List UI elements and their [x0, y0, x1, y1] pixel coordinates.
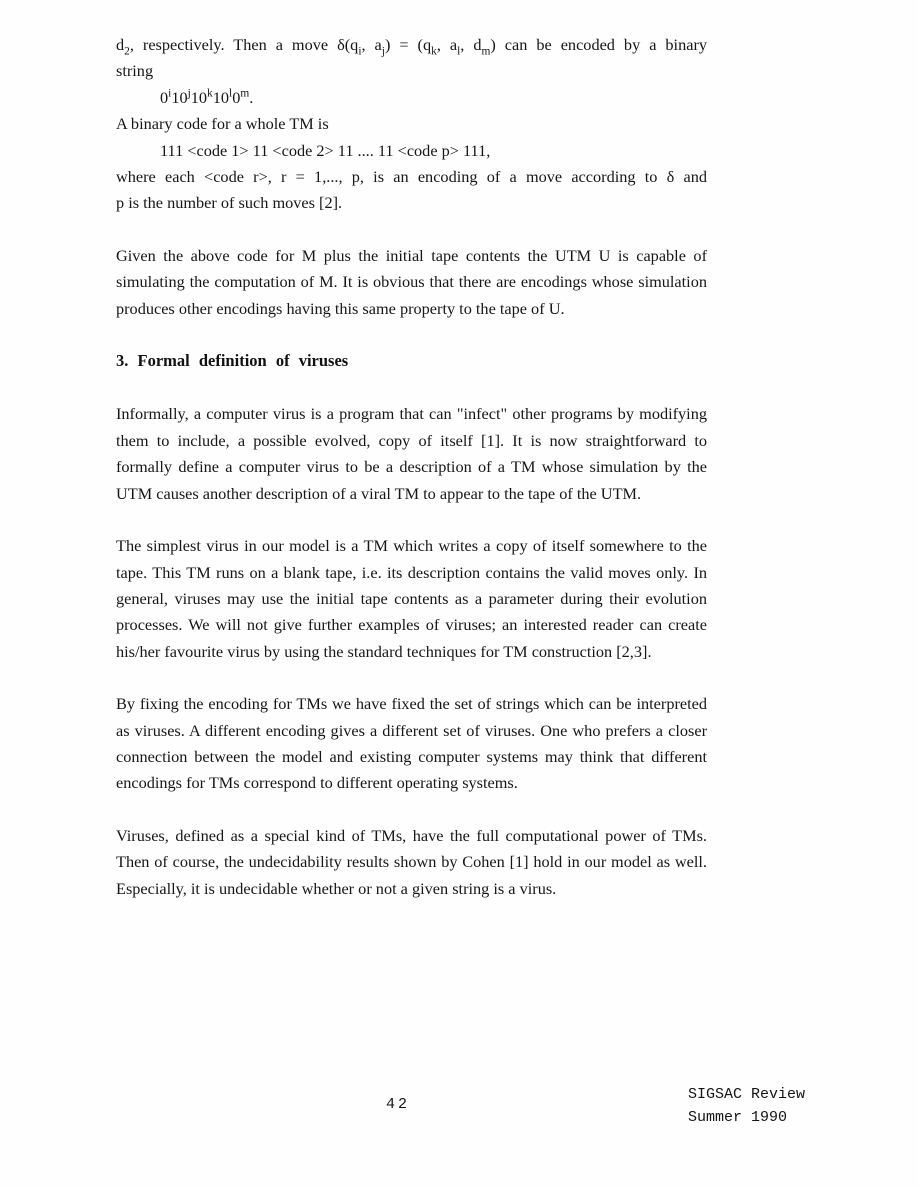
footer-page-number: 42	[386, 1096, 411, 1113]
footer-journal-block	[688, 1083, 805, 1129]
footer-issue: Summer 1990	[688, 1109, 788, 1126]
where-clause-line: where each <code r>, r = 1,..., p, is an encoding of a move according to δ and	[116, 167, 707, 187]
tm-code-line: 111 <code 1> 11 <code 2> 11 .... 11 <code p> 111,	[160, 140, 491, 160]
paragraph-utm-simulation: Given the above code for M plus the initial tape contents the UTM U is capable of simulating the computation of M. It is obvious that there are encodings whose simulation produces other encodings having this same property to the tape of U.	[116, 245, 707, 318]
paragraph-informal-definition: Informally, a computer virus is a program that can "infect" other programs by modifying them to include, a possible evolved, copy of itself [1]. It is now straightforward to formally define a computer virus to be a description of a TM whose simulation by the UTM causes another description of a viral TM to appear to the tape of the UTM.	[116, 404, 707, 503]
section-heading-formal-definition: 3. Formal definition of viruses	[116, 351, 349, 371]
code-intro-line: A binary code for a whole TM is	[116, 114, 329, 134]
paragraph-encoding-fixing: By fixing the encoding for TMs we have fixed the set of strings which can be interpreted as viruses. A different encoding gives a different set of viruses. One who prefers a closer connection between the model and existing computer systems may think that different encodings for TMs correspond to different operating systems.	[116, 694, 707, 793]
paragraph-simplest-virus: The simplest virus in our model is a TM which writes a copy of itself somewhere to the tape. This TM runs on a blank tape, i.e. its description contains the valid moves only. In general, viruses may use the initial tape contents as a parameter during their evolution processes. We will not give further examples of viruses; an interested reader can create his/her favourite virus by using the standard techniques for TM construction [2,3].	[116, 536, 707, 661]
paragraph-encoding-continuation	[116, 32, 707, 217]
binary-formula-line: 0$^i$10$^j$10$^k$10$^l$0$^m$.	[160, 87, 254, 107]
move-encoding-line: $d_2$, respectively. Then a move $\delta(q_i$, $a_j) = (q_k$, $a_l$, $d_m$) can be encoded by a binary	[116, 35, 708, 58]
paragraph-computational-power: Viruses, defined as a special kind of TMs, have the full computational power of TMs. Then of course, the undecidability results shown by Cohen [1] hold in our model as well. Especially, it is undecidable whether or not a given string is a virus.	[116, 825, 707, 898]
text-column	[116, 32, 707, 928]
string-line: string	[116, 61, 154, 81]
moves-count-line: p is the number of such moves [2].	[116, 193, 343, 213]
footer-journal-name: SIGSAC Review	[688, 1086, 806, 1103]
